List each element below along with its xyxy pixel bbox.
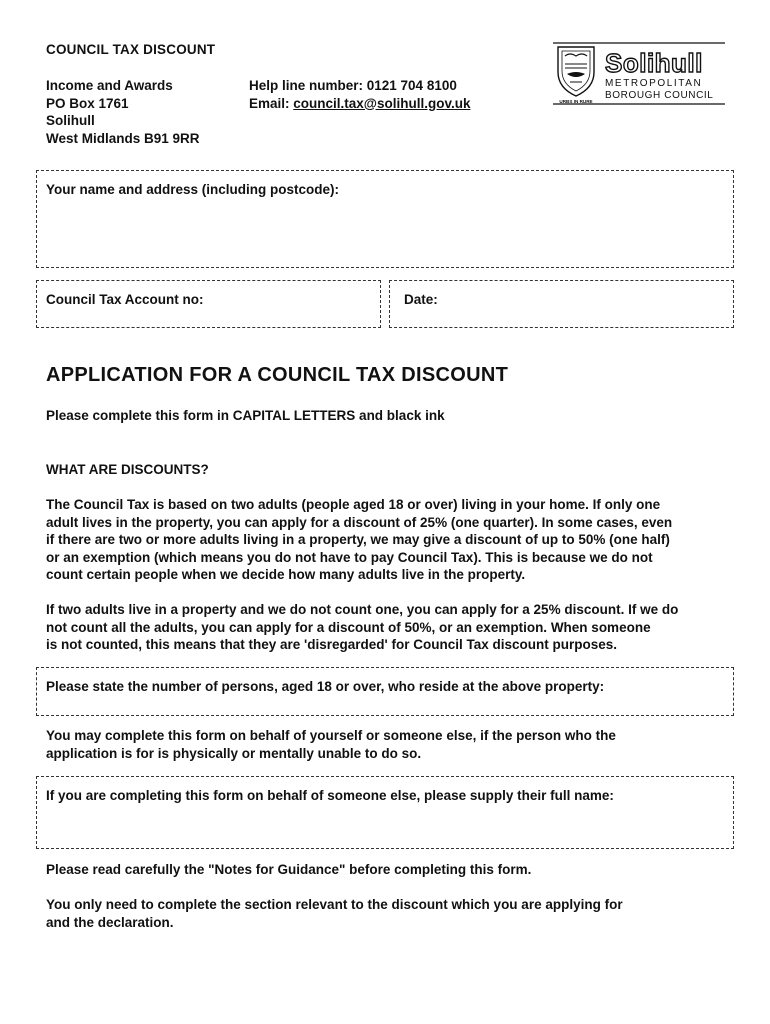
- address-line: West Midlands B91 9RR: [46, 130, 200, 146]
- relevant-section-paragraph: [46, 896, 736, 931]
- address-line: Income and Awards: [46, 78, 173, 93]
- paragraph-line: If two adults live in a property and we do not count one, you can apply for a 25% discount. If we do: [46, 602, 679, 617]
- account-number-label: Council Tax Account no:: [46, 292, 204, 307]
- paragraph-line: and the declaration.: [46, 914, 174, 930]
- persons-count-label: Please state the number of persons, aged 18 or over, who reside at the above property:: [46, 679, 605, 694]
- logo-wordmark: Solihull: [605, 48, 703, 78]
- paragraph-line: The Council Tax is based on two adults (people aged 18 or over) living in your home. If only one: [46, 497, 661, 512]
- paragraph-line: application is for is physically or mentally unable to do so.: [46, 745, 422, 761]
- account-number-field[interactable]: [36, 280, 381, 328]
- guidance-text: Please read carefully the "Notes for Guidance" before completing this form.: [46, 862, 532, 877]
- paragraph-line: if there are two or more adults living in a property, we may give a discount of up to 50% (one half): [46, 532, 670, 547]
- address-line: PO Box 1761: [46, 95, 129, 111]
- paragraph-line: You may complete this form on behalf of yourself or someone else, if the person who the: [46, 728, 616, 743]
- logo-line2: BOROUGH COUNCIL: [605, 90, 714, 101]
- header-title: COUNCIL TAX DISCOUNT: [46, 42, 216, 57]
- paragraph-line: You only need to complete the section relevant to the discount which you are applying for: [46, 897, 623, 912]
- paragraph-line: is not counted, this means that they are 'disregarded' for Council Tax discount purposes.: [46, 637, 618, 652]
- paragraph-line: adult lives in the property, you can apply for a discount of 25% (one quarter). In some cases, even: [46, 514, 673, 530]
- email-label: Email:: [249, 95, 294, 111]
- disregard-paragraph: [46, 601, 736, 654]
- behalf-full-name-label: If you are completing this form on behalf of someone else, please supply their full name:: [46, 788, 614, 803]
- name-address-field[interactable]: [36, 170, 734, 268]
- behalf-full-name-field[interactable]: [36, 776, 734, 849]
- date-label: Date:: [404, 292, 438, 307]
- instruction-text: Please complete this form in CAPITAL LETTERS and black ink: [46, 408, 445, 423]
- email-link[interactable]: council.tax@solihull.gov.uk: [293, 95, 471, 111]
- persons-count-field[interactable]: [36, 667, 734, 716]
- date-field[interactable]: [389, 280, 734, 328]
- discount-explanation-paragraph: [46, 496, 736, 584]
- helpline-number: Help line number: 0121 704 8100: [249, 78, 457, 93]
- page-title: APPLICATION FOR A COUNCIL TAX DISCOUNT: [46, 364, 509, 386]
- paragraph-line: count certain people when we decide how many adults live in the property.: [46, 567, 526, 582]
- name-address-label: Your name and address (including postcode):: [46, 182, 340, 197]
- address-line: Solihull: [46, 113, 95, 128]
- paragraph-line: not count all the adults, you can apply for a discount of 50%, or an exemption. When someone: [46, 619, 651, 635]
- behalf-paragraph: [46, 727, 736, 762]
- logo-motto: URBS IN RURE: [559, 99, 593, 104]
- crest-icon: [558, 47, 594, 96]
- contact-details: [249, 78, 470, 113]
- section-heading: WHAT ARE DISCOUNTS?: [46, 462, 209, 477]
- paragraph-line: or an exemption (which means you do not have to pay Council Tax). This is because we do not: [46, 549, 653, 565]
- postal-address: [46, 78, 200, 148]
- logo-line1: METROPOLITAN: [605, 78, 703, 89]
- solihull-council-logo: [553, 42, 725, 106]
- email-line: [249, 96, 470, 114]
